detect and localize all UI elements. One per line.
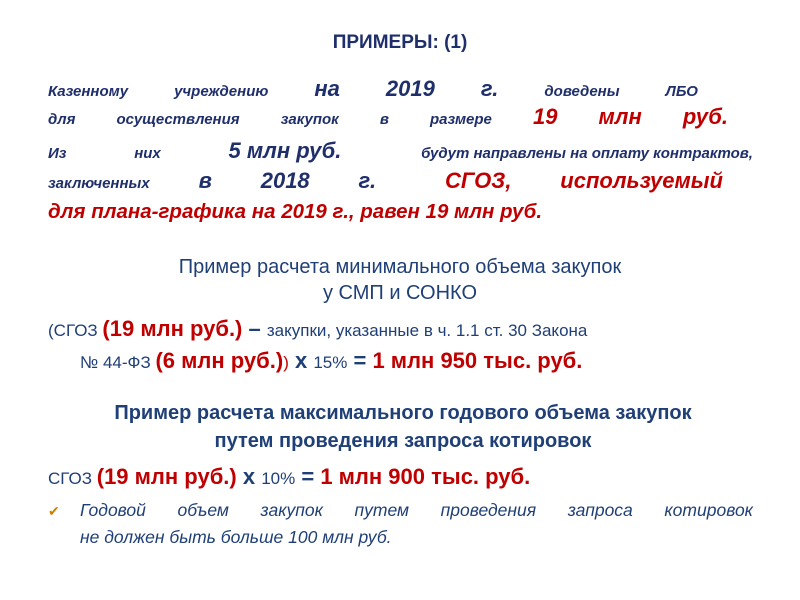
calc-close: ) [283, 353, 289, 372]
paragraph-line-4 [48, 168, 723, 194]
word: закупок [280, 111, 339, 128]
times-sign: x [288, 348, 314, 373]
amount-19: 19 [532, 104, 558, 129]
max-example-heading-line-2: путем проведения запроса котировок [214, 430, 592, 452]
word: заключенных [48, 175, 150, 192]
equals-sign: = [295, 464, 321, 489]
word: учреждению [174, 83, 269, 100]
sgoz-value: (19 млн руб.) [102, 316, 243, 341]
word: ЛБО [665, 83, 698, 100]
sgoz-value: (19 млн руб.) [96, 464, 237, 489]
word: Из [48, 145, 67, 162]
word: объем [177, 500, 229, 520]
word: размере [429, 111, 492, 128]
paragraph-line-2 [48, 104, 728, 130]
word: запроса [567, 500, 633, 520]
word: используемый [560, 168, 723, 193]
word: Годовой [80, 500, 146, 520]
max-calc-line [48, 464, 530, 490]
paragraph-line-3 [48, 138, 753, 164]
equals-sign: = [347, 348, 373, 373]
percent: 10% [261, 469, 296, 488]
word: осуществления [116, 111, 240, 128]
word: 2019 [385, 76, 435, 101]
word: закупок [260, 500, 323, 520]
law-value: (6 млн руб.) [155, 348, 284, 373]
min-calc-line-1 [48, 316, 587, 342]
min-calc-line-2 [80, 348, 582, 374]
amount-currency: руб. [682, 104, 728, 129]
word: г. [480, 76, 499, 101]
word: путем [354, 500, 409, 520]
max-result: 1 млн 900 тыс. руб. [320, 464, 531, 489]
sgoz-label: СГОЗ [48, 469, 97, 488]
word: Казенному [48, 83, 129, 100]
max-example-heading-line-1: Пример расчета максимального годового объема закупок [114, 402, 692, 424]
percent: 15% [313, 353, 348, 372]
calc-open: (СГОЗ [48, 321, 103, 340]
law-ref: № 44-ФЗ [80, 353, 156, 372]
word: проведения [440, 500, 537, 520]
min-example-heading-line-2: у СМП и СОНКО [322, 282, 478, 304]
min-example-heading-line-1: Пример расчета минимального объема закупок [178, 256, 622, 278]
dash: – [242, 316, 267, 341]
times-sign: x [236, 464, 262, 489]
calc-text: закупки, указанные в ч. 1.1 ст. 30 Закона [266, 321, 588, 340]
word: доведены [544, 83, 620, 100]
word: на [314, 76, 340, 101]
word: в [198, 168, 212, 193]
note-line-1 [80, 500, 753, 521]
slide-title: ПРИМЕРЫ: (1) [332, 32, 468, 53]
word: них [134, 145, 161, 162]
word: в [379, 111, 389, 128]
amount-5: 5 млн руб. [228, 138, 342, 163]
word: котировок [664, 500, 753, 520]
sgoz-word: СГОЗ, [444, 168, 512, 193]
amount-unit: млн [598, 104, 642, 129]
min-result: 1 млн 950 тыс. руб. [372, 348, 583, 373]
word: 2018 [260, 168, 310, 193]
paragraph-line-1 [48, 76, 753, 102]
note [80, 500, 753, 548]
word: г. [358, 168, 377, 193]
word: для [48, 111, 76, 128]
note-line-2: не должен быть больше 100 млн руб. [80, 527, 392, 547]
phrase: будут направлены на оплату контрактов, [421, 145, 753, 162]
checkmark-icon: ✔ [48, 503, 60, 519]
paragraph-line-5: для плана-графика на 2019 г., равен 19 млн руб. [48, 200, 543, 223]
